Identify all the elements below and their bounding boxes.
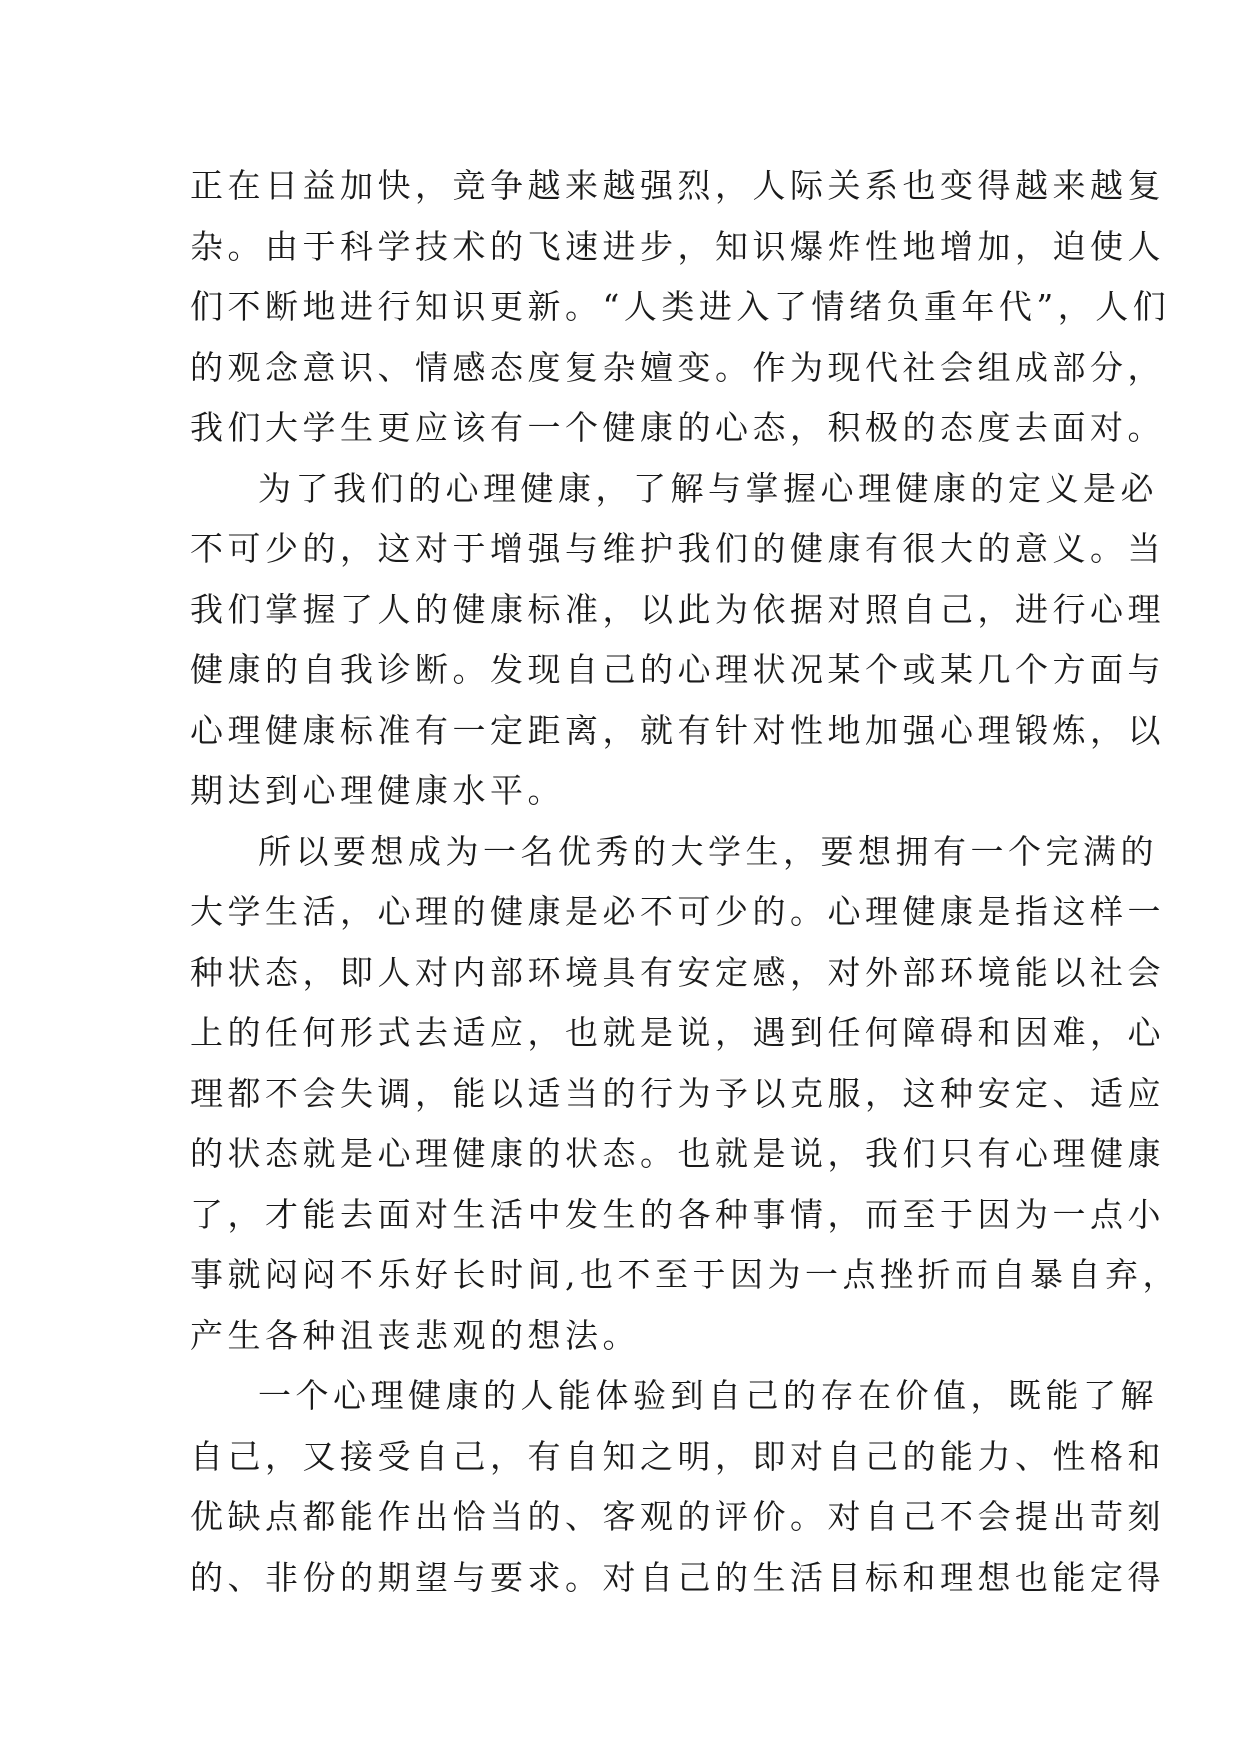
text-line: 我们掌握了人的健康标准，以此为依据对照自己，进行心理 [190,589,1165,629]
text-line: 了，才能去面对生活中发生的各种事情，而至于因为一点小 [190,1194,1165,1234]
text-line: 我们大学生更应该有一个健康的心态，积极的态度去面对。 [190,408,1165,447]
text-line: 自己，又接受自己，有自知之明，即对自己的能力、性格和 [190,1436,1165,1476]
text-line: 正在日益加快，竞争越来越强烈，人际关系也变得越来越复 [190,166,1165,205]
paragraph [190,459,1165,822]
text-line: 理都不会失调，能以适当的行为予以克服，这种安定、适应 [190,1073,1165,1113]
paragraph [190,1366,1165,1608]
body-text [190,156,1180,1608]
paragraph [190,156,1171,459]
text-line: 种状态，即人对内部环境具有安定感，对外部环境能以社会 [190,952,1165,992]
text-line: 健康的自我诊断。发现自己的心理状况某个或某几个方面与 [190,650,1165,689]
text-line: 一个心理健康的人能体验到自己的存在价值，既能了解 [258,1376,1158,1415]
text-line: 们不断地进行知识更新。“人类进入了情绪负重年代”，人们 [190,287,1171,326]
text-line: 产生各种沮丧悲观的想法。 [190,1315,640,1355]
text-line: 期达到心理健康水平。 [190,771,565,810]
text-line: 大学生活，心理的健康是必不可少的。心理健康是指这样一 [190,892,1165,931]
text-line: 的状态就是心理健康的状态。也就是说，我们只有心理健康 [190,1134,1165,1173]
text-line: 杂。由于科学技术的飞速进步，知识爆炸性地增加，迫使人 [190,226,1165,266]
text-line: 为了我们的心理健康，了解与掌握心理健康的定义是必 [258,468,1158,508]
text-line: 所以要想成为一名优秀的大学生，要想拥有一个完满的 [258,831,1158,871]
text-line: 事就闷闷不乐好长时间,也不至于因为一点挫折而自暴自弃， [190,1255,1180,1294]
text-line: 的观念意识、情感态度复杂嬗变。作为现代社会组成部分， [190,347,1165,387]
text-line: 上的任何形式去适应，也就是说，遇到任何障碍和因难，心 [190,1013,1165,1052]
text-line: 心理健康标准有一定距离，就有针对性地加强心理锻炼，以 [190,710,1165,750]
paragraph [190,822,1180,1367]
text-line: 优缺点都能作出恰当的、客观的评价。对自己不会提出苛刻 [190,1497,1165,1536]
text-line: 的、非份的期望与要求。对自己的生活目标和理想也能定得 [190,1557,1165,1597]
text-line: 不可少的，这对于增强与维护我们的健康有很大的意义。当 [190,529,1165,568]
